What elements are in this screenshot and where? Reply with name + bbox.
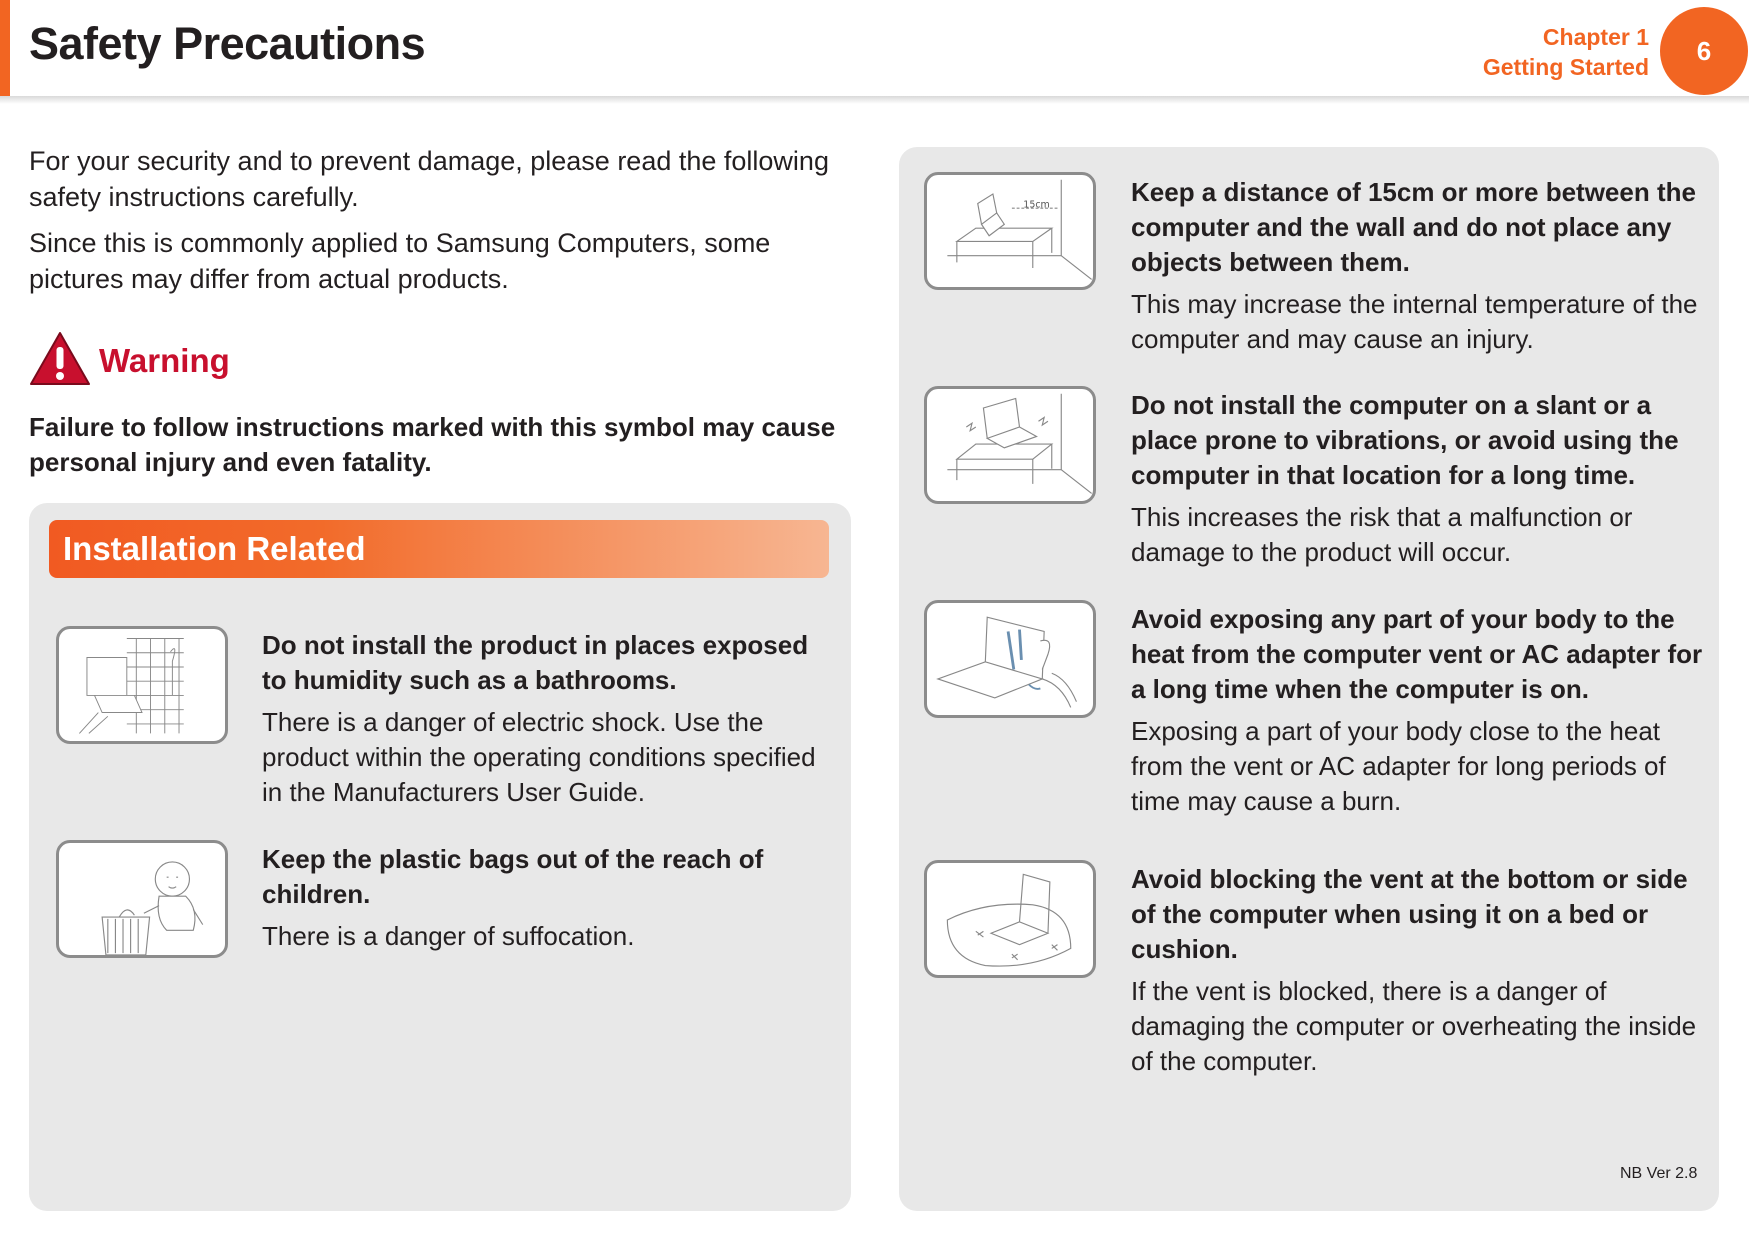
item-body: This may increase the internal temperature of the computer and may cause an injury. xyxy=(1131,289,1698,354)
chapter-name: Getting Started xyxy=(1482,54,1649,80)
warning-heading xyxy=(29,330,230,392)
bed-cushion-icon xyxy=(924,860,1096,978)
item-plastic-bags xyxy=(262,842,832,954)
item-body: There is a danger of electric shock. Use the product within the operating conditions specified in the Manufacturers User Guide. xyxy=(262,707,816,807)
item-title: Do not install the computer on a slant or a place prone to vibrations, or avoid using the computer in that location for a long time. xyxy=(1131,390,1679,490)
page-number-badge: 6 xyxy=(1660,7,1748,95)
page-title: Safety Precautions xyxy=(29,18,426,69)
section-header-installation: Installation Related xyxy=(49,520,829,578)
wall-distance-icon xyxy=(924,172,1096,290)
slant-vibration-icon xyxy=(924,386,1096,504)
header-divider xyxy=(0,96,1749,104)
item-humidity xyxy=(262,628,832,810)
item-slant-vibration xyxy=(1131,388,1706,570)
item-bed-cushion xyxy=(1131,862,1706,1079)
bathroom-laptop-icon xyxy=(56,626,228,744)
warning-text: Failure to follow instructions marked with this symbol may cause personal injury and even fatality. xyxy=(29,412,836,477)
version-label: NB Ver 2.8 xyxy=(1620,1165,1698,1182)
child-plastic-bag-icon xyxy=(56,840,228,958)
item-body: Exposing a part of your body close to the heat from the vent or AC adapter for long periods of time may cause a burn. xyxy=(1131,716,1666,816)
item-title: Avoid blocking the vent at the bottom or side of the computer when using it on a bed or cushion. xyxy=(1131,864,1688,964)
item-title: Do not install the product in places exposed to humidity such as a bathrooms. xyxy=(262,630,809,695)
item-title: Keep a distance of 15cm or more between the computer and the wall and do not place any objects between them. xyxy=(1131,177,1696,277)
chapter-label: Chapter 1 xyxy=(1542,24,1649,50)
intro-paragraph-2: Since this is commonly applied to Samsung Computers, some pictures may differ from actual products. xyxy=(29,228,771,294)
item-body: This increases the risk that a malfunction or damage to the product will occur. xyxy=(1131,502,1633,567)
item-title: Keep the plastic bags out of the reach of children. xyxy=(262,844,764,909)
item-title: Avoid exposing any part of your body to the heat from the computer vent or AC adapter for a long time when the computer is on. xyxy=(1131,604,1703,704)
item-heat-exposure xyxy=(1131,602,1706,819)
warning-label: Warning xyxy=(99,342,230,379)
chapter-info xyxy=(1483,22,1649,82)
warning-triangle-icon xyxy=(29,331,91,392)
item-body: There is a danger of suffocation. xyxy=(262,921,635,951)
item-body: If the vent is blocked, there is a danger of damaging the computer or overheating the inside of the computer. xyxy=(1131,976,1697,1076)
distance-label: 15cm xyxy=(1023,199,1050,211)
heat-vent-icon xyxy=(924,600,1096,718)
intro-paragraph-1: For your security and to prevent damage, please read the following safety instructions carefully. xyxy=(29,146,829,212)
item-wall-distance xyxy=(1131,175,1706,357)
header-accent-bar xyxy=(0,0,10,96)
intro xyxy=(29,143,829,307)
